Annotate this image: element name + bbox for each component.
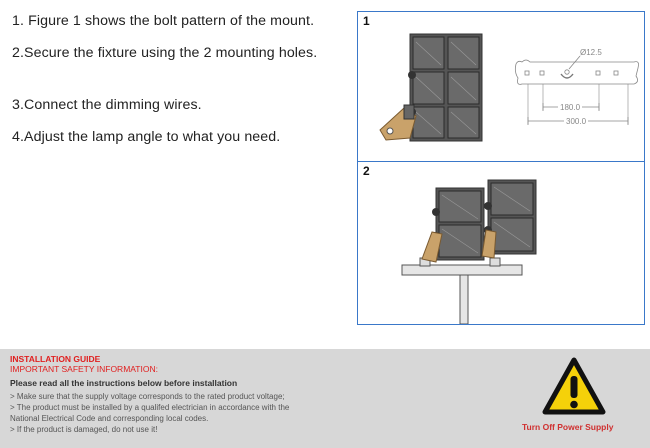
pole-mount-drawing — [358, 162, 644, 324]
safety-list — [10, 391, 420, 435]
hole-diameter-label: Ø12.5 — [580, 48, 602, 57]
step-1: 1. Figure 1 shows the bolt pattern of the mount. — [12, 13, 315, 29]
safety-item: > If the product is damaged, do not use it! — [10, 425, 158, 434]
floodlight-fixture-illustration — [380, 34, 482, 141]
right-floodlight — [482, 180, 536, 258]
safety-item: > The product must be installed by a qualifed electrician in accordance with the — [10, 403, 290, 412]
figure-1-number: 1 — [363, 14, 370, 28]
safety-item: National Electrical Code and corresponding local codes. — [10, 414, 209, 423]
inner-spacing-label: 180.0 — [560, 103, 581, 112]
outer-spacing-label: 300.0 — [566, 117, 587, 126]
bracket-dimension-diagram — [515, 56, 638, 124]
figure-2-number: 2 — [363, 164, 370, 178]
guide-lead: Please read all the instructions below before installation — [10, 378, 238, 388]
fixture-bolt-pattern-drawing — [358, 12, 644, 161]
step-4: 4.Adjust the lamp angle to what you need. — [12, 129, 281, 145]
step-3: 3.Connect the dimming wires. — [12, 97, 202, 113]
guide-subtitle: IMPORTANT SAFETY INFORMATION: — [10, 364, 158, 374]
warning-triangle-icon — [542, 356, 606, 416]
safety-item: > Make sure that the supply voltage corresponds to the rated product voltage; — [10, 392, 285, 401]
step-2: 2.Secure the fixture using the 2 mounting holes. — [12, 45, 318, 61]
installation-guide-section — [0, 349, 650, 448]
figure-1-panel — [357, 11, 645, 162]
figure-2-panel — [357, 161, 645, 325]
left-floodlight — [422, 188, 484, 262]
turn-off-power-label: Turn Off Power Supply — [522, 422, 614, 432]
guide-title: INSTALLATION GUIDE — [10, 354, 101, 364]
